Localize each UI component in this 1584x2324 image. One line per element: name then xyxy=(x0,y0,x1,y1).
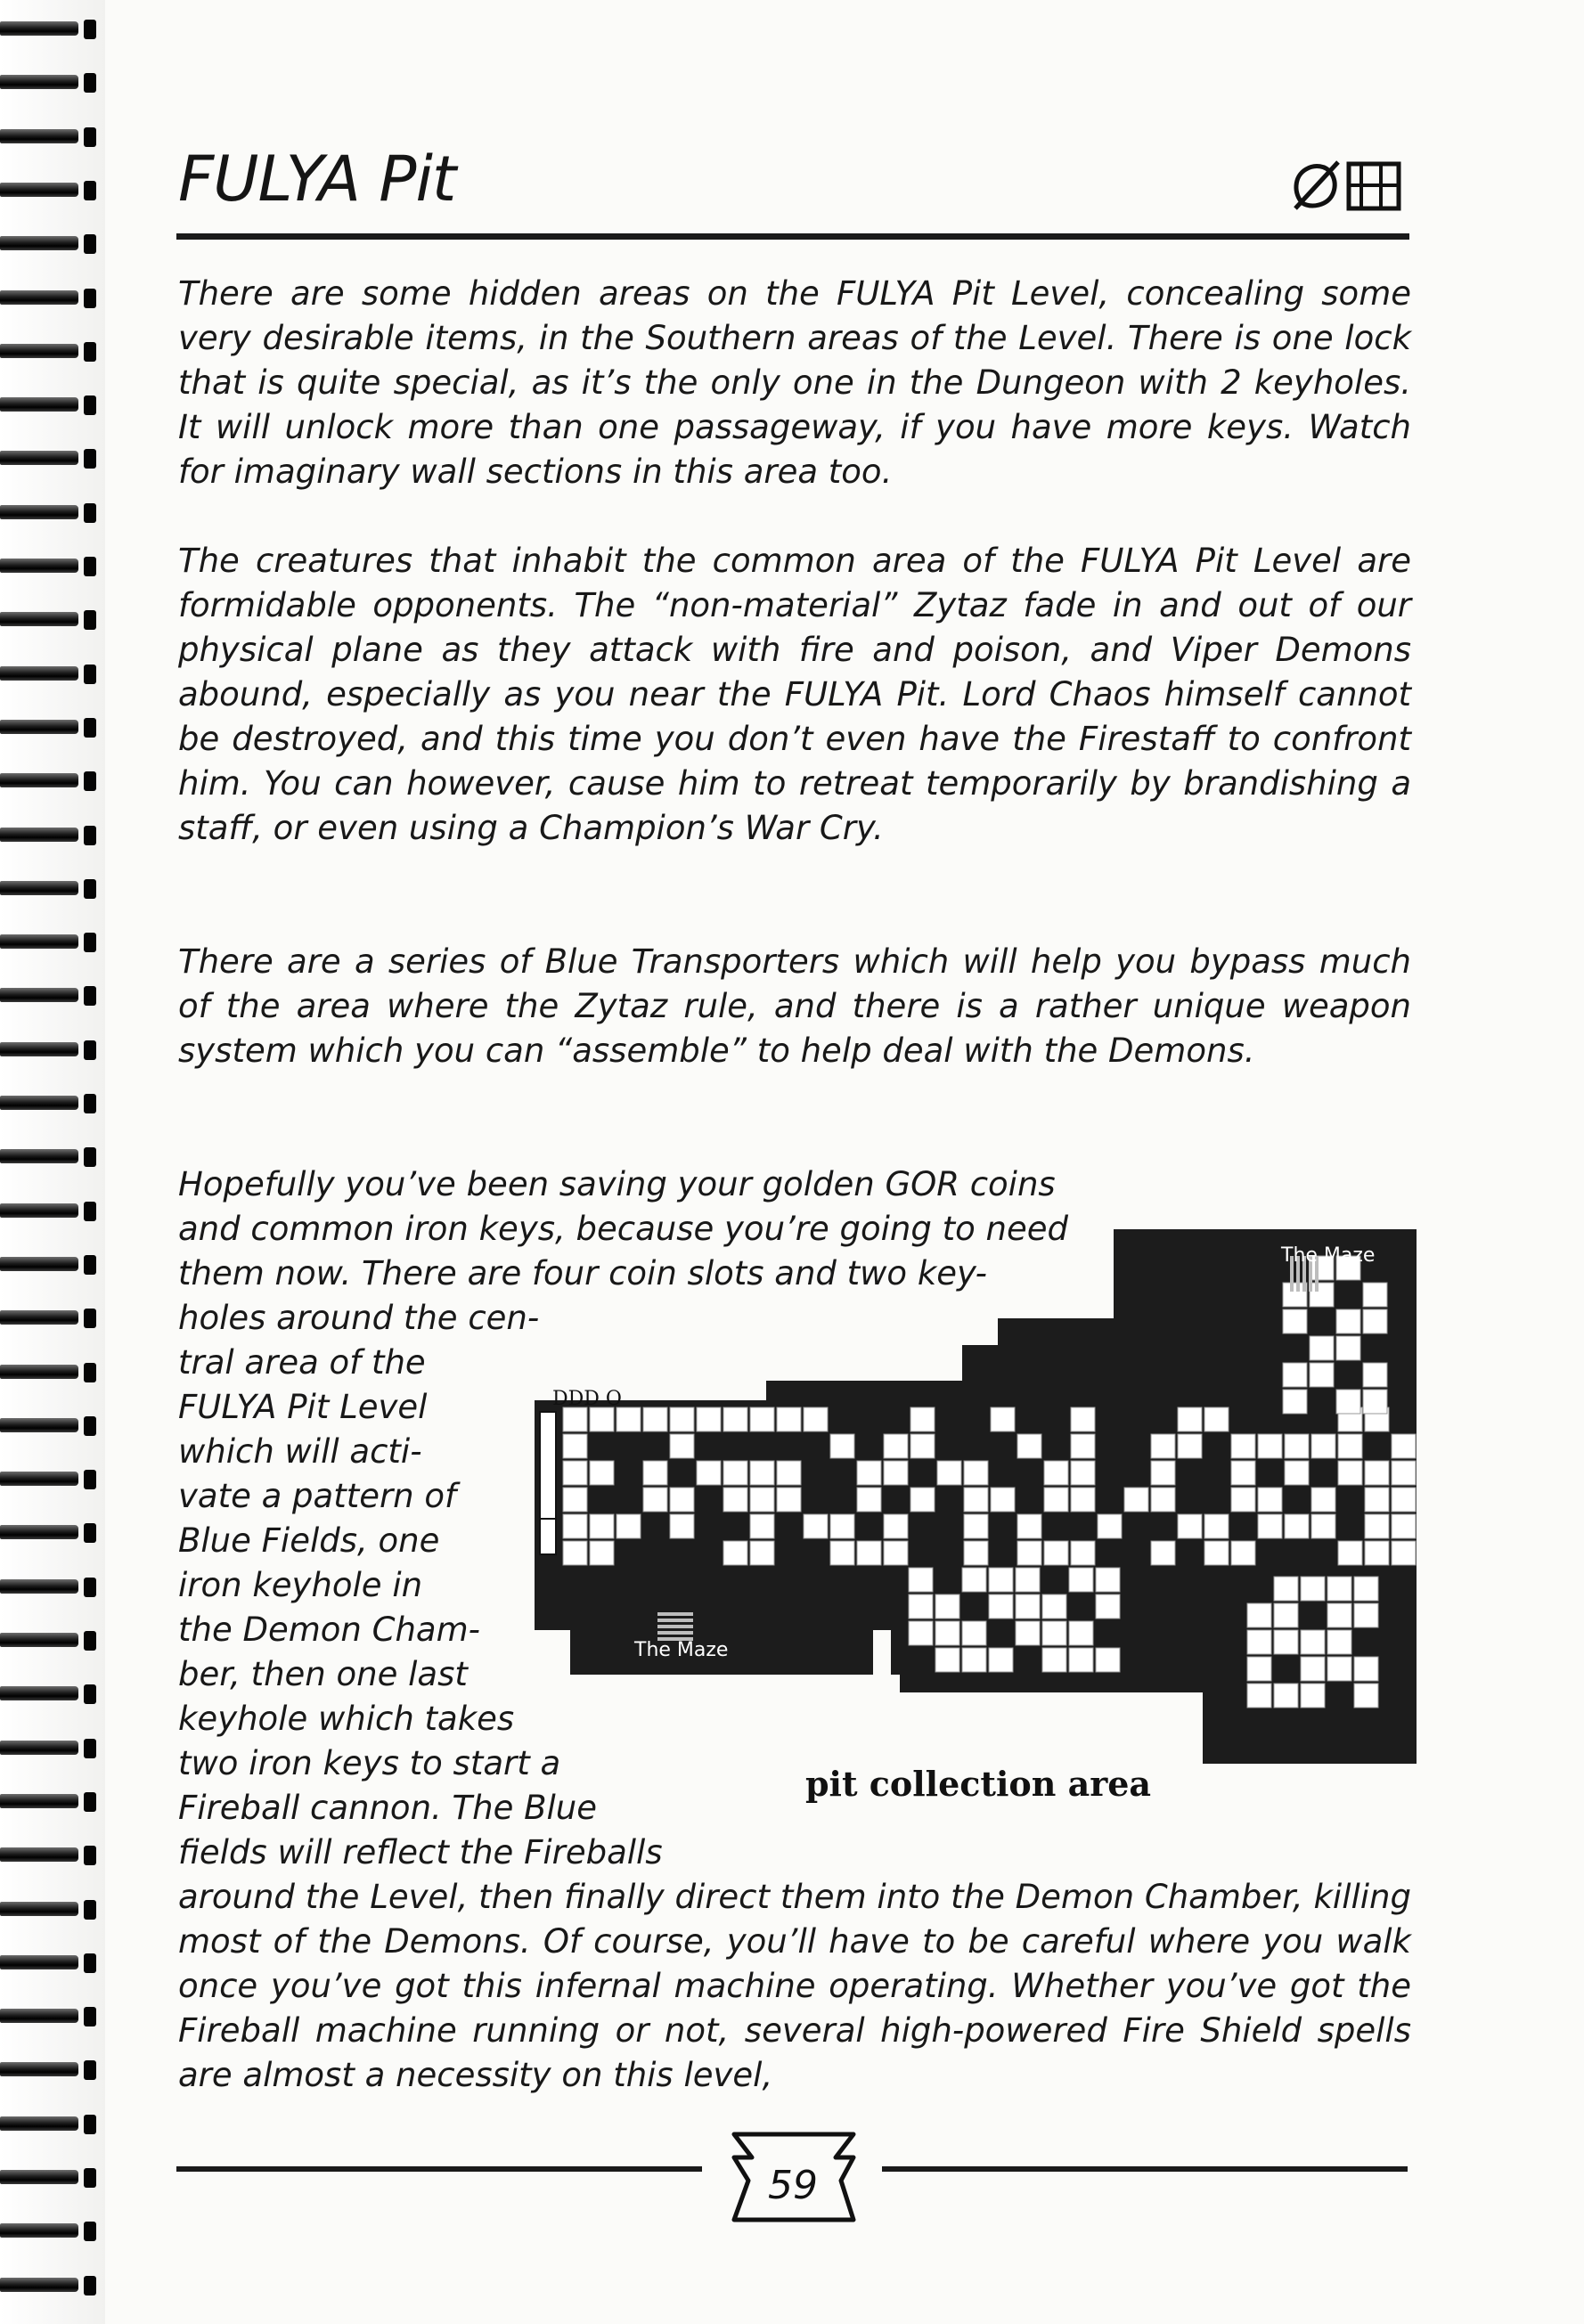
map-floor-cell xyxy=(616,1407,641,1431)
binding-coil xyxy=(0,232,96,256)
ddd-shaft xyxy=(540,1519,556,1554)
map-floor-cell xyxy=(590,1541,614,1565)
map-floor-cell xyxy=(1044,1461,1068,1485)
binding-coil xyxy=(0,2274,96,2297)
maze-stairs-bottom xyxy=(657,1625,693,1628)
map-floor-cell xyxy=(830,1514,854,1538)
map-floor-cell xyxy=(1017,1434,1041,1458)
map-floor-cell xyxy=(1096,1648,1120,1672)
map-floor-cell xyxy=(590,1407,614,1431)
binding-coil xyxy=(0,447,96,470)
map-floor-cell xyxy=(1354,1577,1378,1601)
map-floor-cell xyxy=(723,1488,747,1512)
map-floor-cell xyxy=(910,1434,935,1458)
map-floor-cell xyxy=(563,1407,587,1431)
binding-coil xyxy=(0,2113,96,2136)
map-floor-cell xyxy=(1069,1568,1093,1592)
map-floor-cell xyxy=(1363,1309,1387,1333)
map-floor-cell xyxy=(964,1461,988,1485)
wrap-line: tral area of the xyxy=(178,1343,426,1382)
map-floor-cell xyxy=(991,1488,1015,1512)
map-floor-cell xyxy=(964,1514,988,1538)
map-floor-cell xyxy=(989,1648,1013,1672)
binding-coil xyxy=(0,1039,96,1062)
map-floor-cell xyxy=(563,1434,587,1458)
binding-coil xyxy=(0,1415,96,1438)
map-floor-cell xyxy=(1392,1461,1416,1485)
binding-coil xyxy=(0,1521,96,1545)
map-floor-cell xyxy=(750,1407,774,1431)
map-floor-cell xyxy=(991,1407,1015,1431)
map-floor-cell xyxy=(563,1461,587,1485)
map-floor-cell xyxy=(1124,1488,1148,1512)
map-floor-cell xyxy=(804,1514,828,1538)
map-floor-cell xyxy=(1338,1461,1362,1485)
map-floor-cell xyxy=(1301,1630,1325,1654)
map-floor-cell xyxy=(962,1648,986,1672)
map-floor-cell xyxy=(1283,1363,1307,1387)
binding-coil xyxy=(0,716,96,739)
map-floor-cell xyxy=(1071,1461,1095,1485)
map-floor-cell xyxy=(723,1541,747,1565)
map-floor-cell xyxy=(1354,1684,1378,1708)
map-floor-cell xyxy=(1042,1648,1066,1672)
map-floor-cell xyxy=(1178,1434,1202,1458)
map-floor-cell xyxy=(1231,1461,1255,1485)
map-floor-cell xyxy=(1151,1488,1175,1512)
map-floor-cell xyxy=(1274,1630,1298,1654)
map-floor-cell xyxy=(1044,1488,1068,1512)
map-floor-cell xyxy=(750,1541,774,1565)
binding-coil xyxy=(0,1898,96,1921)
binding-coil xyxy=(0,1576,96,1599)
map-floor-cell xyxy=(1336,1309,1360,1333)
wrap-line: ber, then one last xyxy=(178,1655,468,1693)
wrap-line: fields will reflect the Fireballs xyxy=(178,1833,663,1871)
map-grid-icon xyxy=(1349,164,1399,208)
page-number: 59 xyxy=(768,2163,818,2208)
map-floor-cell xyxy=(563,1541,587,1565)
map-floor-cell xyxy=(1301,1577,1325,1601)
map-floor-cell xyxy=(989,1568,1013,1592)
title-rule xyxy=(176,233,1409,240)
map-floor-cell xyxy=(1336,1390,1360,1414)
map-floor-cell xyxy=(1310,1336,1334,1360)
map-floor-cell xyxy=(1336,1336,1360,1360)
map-floor-cell xyxy=(1071,1488,1095,1512)
map-floor-cell xyxy=(1042,1594,1066,1619)
map-floor-cell xyxy=(964,1488,988,1512)
wrap-line: two iron keys to start a xyxy=(178,1744,561,1782)
binding-coil xyxy=(0,2220,96,2243)
maze-label-bottom: The Maze xyxy=(634,1639,729,1661)
wrap-line: the Demon Cham- xyxy=(178,1610,480,1649)
map-floor-cell xyxy=(1258,1488,1282,1512)
map-floor-cell xyxy=(1016,1621,1040,1645)
map-floor-cell xyxy=(1247,1603,1271,1627)
map-floor-cell xyxy=(670,1434,694,1458)
paragraph-hidden-areas: There are some hidden areas on the FULYA Pit Level, concealing some very desirable items, in the Southern areas of the Level. There is one lock that is quite special, as it’s the only one in the Dungeon with 2 keyholes. It will unlock more than one passageway, if you have more keys. Watch for imaginary wall sections in this area too. xyxy=(178,274,1411,491)
maze-stairs-bottom xyxy=(657,1631,693,1635)
map-floor-cell xyxy=(1274,1603,1298,1627)
map-floor-cell xyxy=(857,1488,881,1512)
map-floor-cell xyxy=(1327,1657,1351,1681)
wrap-line: FULYA Pit Level xyxy=(178,1388,428,1426)
map-floor-cell xyxy=(1285,1461,1309,1485)
map-floor-cell xyxy=(1204,1541,1229,1565)
map-floor-cell xyxy=(857,1461,881,1485)
wrap-line: Fireball cannon. The Blue xyxy=(178,1789,597,1827)
map-floor-cell xyxy=(1071,1434,1095,1458)
map-floor-cell xyxy=(1017,1514,1041,1538)
map-floor-cell xyxy=(697,1461,721,1485)
map-floor-cell xyxy=(1354,1603,1378,1627)
map-floor-cell xyxy=(962,1621,986,1645)
ddd-shaft xyxy=(540,1412,556,1519)
maze-label-top: The Maze xyxy=(1281,1244,1376,1267)
map-floor-cell xyxy=(777,1488,801,1512)
map-floor-cell xyxy=(909,1568,933,1592)
wrap-continuation: around the Level, then finally direct them into the Demon Chamber, killing most of the Demons. Of course, you’ll have to be careful where you walk once you’ve got this infernal machine operating. Whether you’ve got the Fireball machine running or not, several high-powered Fire Shield spells are almost a necessity on this level, xyxy=(178,1878,1411,2094)
map-floor-cell xyxy=(1338,1541,1362,1565)
wrap-line: vate a pattern of xyxy=(178,1477,457,1515)
binding-coil xyxy=(0,608,96,632)
map-floor-cell xyxy=(1178,1514,1202,1538)
binding-coil xyxy=(0,394,96,417)
map-floor-cell xyxy=(1274,1577,1298,1601)
map-floor-cell xyxy=(1151,1434,1175,1458)
binding-coil xyxy=(0,555,96,578)
wrap-line: iron keyhole in xyxy=(178,1566,423,1604)
wrap-line: which will acti- xyxy=(178,1432,422,1471)
title-icons xyxy=(1290,157,1408,214)
binding-coil xyxy=(0,663,96,686)
binding-coil xyxy=(0,1361,96,1384)
binding-coil xyxy=(0,501,96,525)
map-floor-cell xyxy=(723,1407,747,1431)
binding-coil xyxy=(0,1790,96,1814)
map-floor-cell xyxy=(1285,1434,1309,1458)
map-floor-cell xyxy=(1231,1541,1255,1565)
map-floor-cell xyxy=(1071,1407,1095,1431)
map-floor-cell xyxy=(935,1621,959,1645)
map-floor-cell xyxy=(1327,1630,1351,1654)
map-floor-cell xyxy=(937,1461,961,1485)
binding-coil xyxy=(0,1952,96,1975)
ddd-label: DDD O xyxy=(552,1388,622,1410)
no-magic-icon xyxy=(1295,162,1338,208)
map-floor-cell xyxy=(1258,1434,1282,1458)
map-floor-cell xyxy=(590,1514,614,1538)
map-floor-cell xyxy=(1311,1434,1335,1458)
map-floor-cell xyxy=(1274,1684,1298,1708)
map-floor-cell xyxy=(1283,1390,1307,1414)
map-floor-cell xyxy=(884,1541,908,1565)
map-floor-cell xyxy=(1311,1488,1335,1512)
binding-coil xyxy=(0,1683,96,1706)
map-floor-cell xyxy=(1365,1514,1389,1538)
map-floor-cell xyxy=(1310,1283,1334,1307)
binding-coil xyxy=(0,340,96,363)
map-floor-cell xyxy=(1338,1434,1362,1458)
map-floor-cell xyxy=(750,1488,774,1512)
binding-coil xyxy=(0,1629,96,1652)
map-floor-cell xyxy=(1311,1514,1335,1538)
map-floor-cell xyxy=(910,1488,935,1512)
map-floor-cell xyxy=(830,1541,854,1565)
map-floor-cell xyxy=(1301,1684,1325,1708)
map-floor-cell xyxy=(909,1621,933,1645)
footer-rule-right xyxy=(882,2166,1408,2172)
map-floor-cell xyxy=(1178,1407,1202,1431)
map-floor-cell xyxy=(1327,1577,1351,1601)
map-floor-cell xyxy=(1017,1541,1041,1565)
map-floor-cell xyxy=(962,1568,986,1592)
binding-coil xyxy=(0,770,96,793)
binding-coil xyxy=(0,1307,96,1330)
map-floor-cell xyxy=(1310,1363,1334,1387)
map-floor-cell xyxy=(1365,1488,1389,1512)
map-floor-cell xyxy=(670,1488,694,1512)
map-floor-cell xyxy=(670,1514,694,1538)
map-floor-cell xyxy=(989,1594,1013,1619)
wrap-line: Hopefully you’ve been saving your golden GOR coins xyxy=(178,1165,1056,1203)
map-floor-cell xyxy=(1247,1684,1271,1708)
map-floor-cell xyxy=(1069,1621,1093,1645)
map-floor-cell xyxy=(1016,1594,1040,1619)
binding-coil xyxy=(0,1737,96,1760)
maze-stairs-bottom xyxy=(657,1619,693,1622)
map-caption: pit collection area xyxy=(804,1764,1152,1804)
paragraph-creatures: The creatures that inhabit the common area of the FULYA Pit Level are formidable opponents. The “non-material” Zytaz fade in and out of our physical plane as they attack with fire and poison, and Viper Demons abound, especially as you near the FULYA Pit. Lord Chaos himself cannot be destroyed, and this time you don’t even have the Firestaff to confront him. You can however, cause him to retreat temporarily by brandishing a staff, or even using a Champion’s War Cry. xyxy=(178,542,1411,847)
binding-coil xyxy=(0,179,96,202)
map-floor-cell xyxy=(935,1648,959,1672)
map-floor-cell xyxy=(563,1514,587,1538)
binding-coil xyxy=(0,1092,96,1115)
pit-collection-map xyxy=(535,1229,1417,1764)
binding-coil xyxy=(0,126,96,149)
binding-coil xyxy=(0,18,96,41)
spiral-binding xyxy=(0,0,105,2324)
map-floor-cell xyxy=(777,1461,801,1485)
binding-coil xyxy=(0,931,96,954)
map-floor-cell xyxy=(1098,1514,1122,1538)
map-floor-cell xyxy=(777,1407,801,1431)
map-floor-cell xyxy=(909,1594,933,1619)
map-floor-cell xyxy=(616,1514,641,1538)
map-floor-cell xyxy=(1363,1363,1387,1387)
map-floor-cell xyxy=(1044,1541,1068,1565)
map-floor-cell xyxy=(857,1541,881,1565)
page-title: FULYA Pit xyxy=(178,143,456,216)
map-floor-cell xyxy=(1247,1657,1271,1681)
binding-coil xyxy=(0,2059,96,2082)
binding-coil xyxy=(0,2166,96,2189)
map-floor-cell xyxy=(1283,1309,1307,1333)
map-floor-cell xyxy=(1096,1594,1120,1619)
map-floor-cell xyxy=(1392,1541,1416,1565)
map-floor-cell xyxy=(935,1594,959,1619)
map-floor-cell xyxy=(723,1461,747,1485)
wrap-line: and common iron keys, because you’re going to need xyxy=(178,1210,1068,1248)
map-floor-cell xyxy=(1363,1390,1387,1414)
map-floor-cell xyxy=(1392,1488,1416,1512)
map-floor-cell xyxy=(884,1514,908,1538)
map-floor-cell xyxy=(884,1434,908,1458)
map-floor-cell xyxy=(1151,1461,1175,1485)
map-floor-cell xyxy=(1016,1568,1040,1592)
binding-coil xyxy=(0,824,96,847)
map-floor-cell xyxy=(1301,1657,1325,1681)
map-floor-cell xyxy=(1327,1603,1351,1627)
map-floor-cell xyxy=(563,1488,587,1512)
map-floor-cell xyxy=(750,1461,774,1485)
map-floor-cell xyxy=(590,1461,614,1485)
map-floor-cell xyxy=(1354,1657,1378,1681)
map-floor-cell xyxy=(910,1407,935,1431)
binding-coil xyxy=(0,1844,96,1867)
map-floor-cell xyxy=(1365,1541,1389,1565)
map-floor-cell xyxy=(1204,1514,1229,1538)
map-floor-cell xyxy=(1258,1514,1282,1538)
map-floor-cell xyxy=(697,1407,721,1431)
map-floor-cell xyxy=(1247,1630,1271,1654)
binding-coil xyxy=(0,2005,96,2028)
footer-rule-left xyxy=(176,2166,702,2172)
wrap-line: them now. There are four coin slots and two key- xyxy=(178,1254,987,1292)
map-floor-cell xyxy=(1285,1514,1309,1538)
map-floor-cell xyxy=(804,1407,828,1431)
binding-coil xyxy=(0,877,96,901)
map-floor-cell xyxy=(1069,1648,1093,1672)
map-floor-cell xyxy=(643,1461,667,1485)
map-floor-cell xyxy=(884,1461,908,1485)
map-floor-cell xyxy=(643,1488,667,1512)
map-floor-cell xyxy=(1204,1407,1229,1431)
map-floor-cell xyxy=(1392,1514,1416,1538)
binding-coil xyxy=(0,1146,96,1169)
wrap-line: keyhole which takes xyxy=(178,1700,515,1738)
map-floor-cell xyxy=(1363,1283,1387,1307)
wrap-line: holes around the cen- xyxy=(178,1299,540,1337)
map-floor-cell xyxy=(1231,1434,1255,1458)
binding-coil xyxy=(0,71,96,94)
binding-coil xyxy=(0,1468,96,1491)
maze-stairs-bottom xyxy=(657,1612,693,1616)
map-floor-cell xyxy=(643,1407,667,1431)
map-floor-cell xyxy=(1096,1568,1120,1592)
binding-coil xyxy=(0,984,96,1007)
map-floor-cell xyxy=(750,1514,774,1538)
map-floor-cell xyxy=(1042,1621,1066,1645)
binding-coil xyxy=(0,1200,96,1223)
map-floor-cell xyxy=(670,1407,694,1431)
map-floor-cell xyxy=(1231,1488,1255,1512)
map-floor-cell xyxy=(1151,1541,1175,1565)
map-floor-cell xyxy=(1392,1434,1416,1458)
binding-coil xyxy=(0,287,96,310)
wrap-line: Blue Fields, one xyxy=(178,1521,440,1560)
map-floor-cell xyxy=(1071,1541,1095,1565)
map-floor-cell xyxy=(830,1434,854,1458)
map-floor-cell xyxy=(964,1541,988,1565)
binding-coil xyxy=(0,1253,96,1276)
paragraph-transporters: There are a series of Blue Transporters which will help you bypass much of the area where the Zytaz rule, and there is a rather unique weapon system which you can “assemble” to help deal with the Demons. xyxy=(178,942,1411,1070)
map-floor-cell xyxy=(1365,1461,1389,1485)
